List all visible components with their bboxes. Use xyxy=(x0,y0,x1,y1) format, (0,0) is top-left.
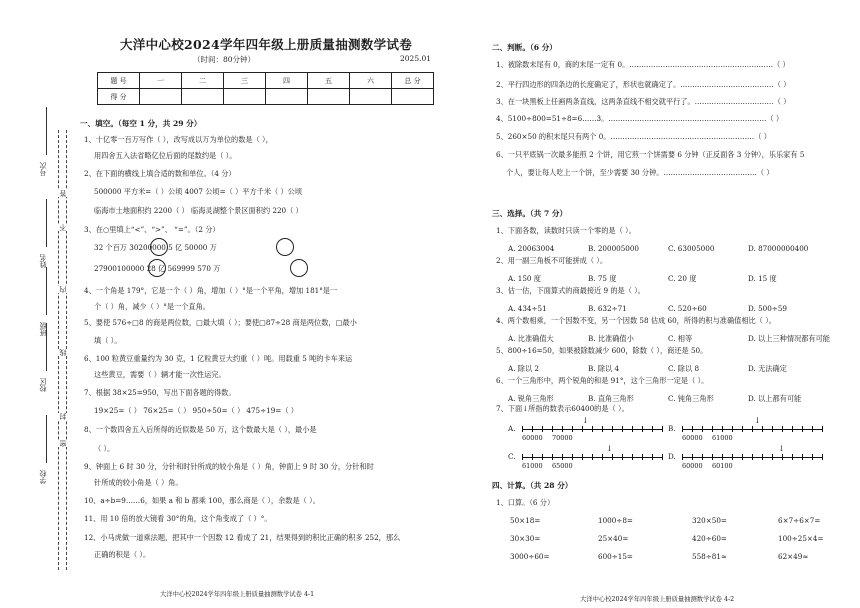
calc-item[interactable]: 1000÷8= xyxy=(598,516,633,525)
number-line-tick xyxy=(662,454,663,460)
score-row-label: 得 分 xyxy=(98,89,140,105)
score-input-cell[interactable] xyxy=(392,89,434,105)
choice-option[interactable]: D. 以上三种情况都有可能 xyxy=(748,334,830,343)
number-line-tick xyxy=(622,454,623,460)
fill-in-line: 4、一个角是 179°，它是一个（ ）角，增加（ ）°是一个平角，增加 181°是一 xyxy=(84,286,338,295)
number-line-tick xyxy=(702,426,703,432)
judge-item: 2、平行四边形的四条边的长度确定了，形状也就确定了。…………………………………（ ） xyxy=(496,80,791,89)
number-line-tick xyxy=(642,454,643,460)
number-line-tick xyxy=(722,426,723,432)
choice-option[interactable]: C. 63005000 xyxy=(668,244,715,253)
number-line-tick xyxy=(682,454,683,460)
choice-question: 3、估一估，下面算式的商最接近 9 的是（ ）。 xyxy=(496,286,645,295)
number-line-tick xyxy=(802,426,803,432)
fill-in-line: 填（ ）。 xyxy=(94,336,122,345)
page-title: 大洋中心校2024学年四年级上册质量抽测数学试卷 xyxy=(120,37,412,52)
number-line-tick xyxy=(542,426,543,432)
number-line-tick xyxy=(792,454,793,460)
calc-item[interactable]: 600÷15= xyxy=(598,552,633,561)
fill-in-line: （ ）。 xyxy=(94,444,115,453)
score-input-cell[interactable] xyxy=(266,89,308,105)
choice-option[interactable]: D. 500÷59 xyxy=(748,304,787,313)
left-footer: 大洋中心校2024学年四年级上册质量抽测数学试卷 4-1 xyxy=(160,591,315,598)
side-write-line[interactable] xyxy=(46,415,47,463)
fill-in-line: 11、用 10 倍的放大镜看 30°的角，这个角变成了（ ）°。 xyxy=(84,514,272,523)
number-line-tick xyxy=(562,454,563,460)
choice-option[interactable]: A. 除以 2 xyxy=(508,364,539,373)
side-label: 号次 xyxy=(39,162,47,176)
number-line-tick xyxy=(752,454,753,460)
number-line-tick xyxy=(732,426,733,432)
choice-option[interactable]: D. 以上都有可能 xyxy=(748,394,802,403)
choice-option[interactable]: B. 632÷71 xyxy=(588,304,627,313)
number-line-tick xyxy=(712,454,713,460)
number-line-tick xyxy=(742,454,743,460)
fill-in-line: 1、十亿零一百万写作（ ），改写成以万为单位的数是（ ）， xyxy=(84,135,273,144)
choice-option[interactable]: A. 150 度 xyxy=(508,274,541,283)
ruler-label[interactable]: A. xyxy=(508,424,516,433)
side-label: 班级 xyxy=(39,322,47,336)
fill-in-line: 个（ ）角，减少（ ）°是一个直角。 xyxy=(94,302,210,311)
ruler-label[interactable]: C. xyxy=(508,452,516,461)
calc-item[interactable]: 558÷81≈ xyxy=(692,552,727,561)
number-line-tick xyxy=(812,426,813,432)
number-line-tick xyxy=(712,426,713,432)
number-line xyxy=(682,416,822,434)
calc-item[interactable]: 100÷25×4= xyxy=(778,534,824,543)
right-footer: 大洋中心校2024学年四年级上册质量抽测数学试卷 4-2 xyxy=(580,596,735,603)
choice-question: 1、下面各数，读数时只读一个零的是（ ）。 xyxy=(496,226,636,235)
number-line-tick xyxy=(572,426,573,432)
choice-option[interactable]: D. 15 度 xyxy=(748,274,777,283)
q7-text: 7、下面↓所指的数表示60400的是（ ）。 xyxy=(496,404,629,413)
compare-circle[interactable] xyxy=(276,238,294,256)
score-input-cell[interactable] xyxy=(308,89,350,105)
exam-date: 2025.01 xyxy=(400,54,432,63)
number-line-label: 65000 xyxy=(552,462,573,470)
choice-option[interactable]: B. 75 度 xyxy=(588,274,617,283)
score-input-cell[interactable] xyxy=(224,89,266,105)
down-arrow-icon: ↓ xyxy=(754,416,761,425)
number-line-tick xyxy=(822,426,823,432)
judge-item: 3、在一块黑板上任画两条直线，这两条直线不相交就平行了。……………………………（ ） xyxy=(496,97,791,106)
choice-question: 6、一个三角形中，两个锐角的和是 91°，这个三角形一定是（ ）。 xyxy=(496,376,709,385)
fill-in-line: 3、在○里填上“<”、“>”、 “=”。（2 分） xyxy=(84,225,220,234)
number-line-tick xyxy=(622,426,623,432)
number-line-tick xyxy=(692,426,693,432)
fill-in-line: 8、一个数四舍五入后所得的近似数是 50 万，这个数最大是（ ），最小是 xyxy=(84,425,317,434)
side-label: 学校 xyxy=(39,470,47,484)
fill-in-line: 500000 平方米=（ ）公顷 4007 公顷=（ ）平方千米（ ）公顷 xyxy=(94,187,303,196)
number-line-tick xyxy=(612,426,613,432)
number-line-label: 61000 xyxy=(712,434,733,442)
binding-mark: 封 xyxy=(59,413,67,420)
score-input-cell[interactable] xyxy=(140,89,182,105)
number-line-tick xyxy=(812,454,813,460)
fill-in-line: 6、100 粒黄豆重量约为 30 克，1 亿粒黄豆大约重（ ）吨。用载重 5 吨的卡车来运 xyxy=(84,354,353,363)
number-line-tick xyxy=(652,426,653,432)
number-line-tick xyxy=(592,426,593,432)
side-write-line[interactable] xyxy=(46,267,47,315)
side-write-line[interactable] xyxy=(46,323,47,371)
judge-item: 5、260×50 的积末尾只有两个 0。……………………………………………………（ ） xyxy=(496,132,771,141)
score-header-cell: 二 xyxy=(182,73,224,89)
ruler-label[interactable]: D. xyxy=(668,452,676,461)
fill-in-line: 12、小马虎做一道乘法题，把其中一个因数 12 看成了 21，结果得到的积比正确的积多 252，那么 xyxy=(84,533,401,542)
choice-option[interactable]: D. 87000000400 xyxy=(748,244,809,253)
judge-item: 1、被除数末尾有 0，商的末尾一定有 0。……………………………………………………（ ） xyxy=(496,60,790,69)
score-header-cell: 题 号 xyxy=(98,73,140,89)
score-header-cell: 三 xyxy=(224,73,266,89)
calc-item[interactable]: 320×50= xyxy=(692,516,727,525)
choice-option[interactable]: A. 434÷51 xyxy=(508,304,547,313)
score-table xyxy=(97,72,434,105)
number-line-tick xyxy=(632,426,633,432)
fill-in-line: 19×25=（ ） 76×25=（ ） 950÷50=（ ） 475÷19=（ ） xyxy=(94,406,298,415)
score-input-cell[interactable] xyxy=(350,89,392,105)
section-4-heading: 四、计算。（共 28 分） xyxy=(492,481,573,490)
number-line-tick xyxy=(572,454,573,460)
fill-in-line: 用四舍五入法省略亿位后面的尾数约是（ ）。 xyxy=(94,151,237,160)
choice-option[interactable]: B. 除以 4 xyxy=(588,364,620,373)
choice-option[interactable]: A. 20063004 xyxy=(508,244,555,253)
fill-in-line: 10、a÷b=9……6，如果 a 和 b 都乘 100，那么商是（ ），余数是（ ）。 xyxy=(84,496,320,505)
number-line-tick xyxy=(592,454,593,460)
number-line xyxy=(522,444,662,462)
number-line-tick xyxy=(522,454,523,460)
number-line-tick xyxy=(792,426,793,432)
calc-item[interactable]: 3000÷60= xyxy=(510,552,550,561)
choice-option[interactable]: B. 200005000 xyxy=(588,244,640,253)
number-line-tick xyxy=(532,454,533,460)
number-line-tick xyxy=(582,454,583,460)
calc-item[interactable]: 30×30= xyxy=(510,534,541,543)
side-label: 姓名 xyxy=(39,254,47,268)
fill-in-line: 27900100000 28 亿 569999 570 万 xyxy=(94,264,221,273)
judge-item: 个人，要让每人吃上一个饼，至少需要 30 分钟。…………………………………（ ） xyxy=(506,168,774,177)
number-line-tick xyxy=(642,426,643,432)
side-write-line[interactable] xyxy=(46,199,47,247)
choice-question: 5、800÷16=50，如果被除数减少 600，除数（ ），商还是 50。 xyxy=(496,346,708,355)
number-line-tick xyxy=(612,454,613,460)
number-line-label: 60000 xyxy=(682,462,703,470)
number-line-tick xyxy=(552,454,553,460)
choice-option[interactable]: B. 直角三角形 xyxy=(588,394,634,403)
fill-in-line: 针所成的较小角是（ ）角。 xyxy=(94,478,183,487)
choice-option[interactable]: A. 锐角三角形 xyxy=(508,394,554,403)
down-arrow-icon: ↓ xyxy=(582,416,589,425)
number-line-tick xyxy=(802,454,803,460)
binding-mark: 线 xyxy=(59,349,67,356)
number-line-tick xyxy=(552,426,553,432)
number-line-tick xyxy=(692,454,693,460)
number-line-tick xyxy=(682,426,683,432)
side-label: 校区 xyxy=(39,378,47,392)
number-line-tick xyxy=(822,454,823,460)
compare-circle[interactable] xyxy=(290,259,308,277)
number-line xyxy=(682,444,822,462)
judge-item: 4、5100÷800=51÷8=6……3。…………………………………………………………（ ） xyxy=(496,114,784,123)
fill-in-line: 32 个百万 30200000 5 亿 50000 万 xyxy=(94,243,217,252)
fill-in-line: 临海市土地面积约 2200（ ） 临海灵湖整个景区面积约 220（ ） xyxy=(94,206,303,215)
score-header-cell: 五 xyxy=(308,73,350,89)
binding-mark: 内 xyxy=(59,286,67,293)
number-line-tick xyxy=(602,454,603,460)
number-line-tick xyxy=(752,426,753,432)
section-2-heading: 二、判断。（6 分） xyxy=(492,43,557,52)
choice-option[interactable]: D. 无法确定 xyxy=(748,364,787,373)
number-line-tick xyxy=(702,454,703,460)
ruler-label[interactable]: B. xyxy=(668,424,676,433)
fill-in-line: 7、根据 38×25=950，写出下面各题的得数。 xyxy=(84,388,236,397)
fill-in-line: 正确的积是（ ）。 xyxy=(94,550,151,559)
number-line-label: 61000 xyxy=(522,462,543,470)
side-write-line[interactable] xyxy=(46,107,47,155)
exam-time: （时间：80分钟） xyxy=(193,55,256,64)
compare-circle[interactable] xyxy=(148,259,166,277)
choice-option[interactable]: B. 比准确值小 xyxy=(588,334,634,343)
number-line-label: 60000 xyxy=(522,434,543,442)
fill-in-line: 这些黄豆，需要（ ）辆才能一次性运完。 xyxy=(94,370,226,379)
calc-item[interactable]: 25×40= xyxy=(598,534,629,543)
number-line-label: 60100 xyxy=(712,462,733,470)
number-line-tick xyxy=(782,454,783,460)
section-3-heading: 三、选择。（共 7 分） xyxy=(492,209,568,218)
fill-in-line: 9、钟面上 6 时 30 分，分针和时针所成的较小角是（ ）角，钟面上 9 时 30 分，分针和时 xyxy=(84,462,374,471)
judge-item: 6、一只平底锅一次最多能煎 2 个饼，用它煎一个饼需要 6 分钟（正反面各 3 分钟），乐乐家有 5 xyxy=(496,150,805,159)
number-line-tick xyxy=(582,426,583,432)
choice-option[interactable]: A. 比准确值大 xyxy=(508,334,554,343)
choice-question: 2、用一副三角板不可能拼成（ ）。 xyxy=(496,256,608,265)
choice-option[interactable]: C. 钝角三角形 xyxy=(668,394,714,403)
number-line-tick xyxy=(602,426,603,432)
calc-item[interactable]: 420÷60= xyxy=(692,534,727,543)
number-line xyxy=(522,416,662,434)
fill-in-line: 5、要使 576÷□8 的商是两位数，□最大填（ ）；要使□87÷28 商是两位数，□最小 xyxy=(84,318,357,327)
score-header-cell: 一 xyxy=(140,73,182,89)
choice-option[interactable]: C. 相等 xyxy=(668,334,693,343)
calc-title: 1、口算。（6 分） xyxy=(496,498,555,507)
section-1-heading: 一、填空。（每空 1 分，共 29 分） xyxy=(80,119,202,128)
score-header-cell: 总 分 xyxy=(392,73,434,89)
number-line-tick xyxy=(532,426,533,432)
number-line-tick xyxy=(772,454,773,460)
score-header-cell: 六 xyxy=(350,73,392,89)
number-line-tick xyxy=(732,454,733,460)
choice-option[interactable]: C. 除以 8 xyxy=(668,364,700,373)
number-line-tick xyxy=(522,426,523,432)
down-arrow-icon: ↓ xyxy=(606,444,613,453)
number-line-tick xyxy=(722,454,723,460)
binding-mark: 密 xyxy=(59,440,67,447)
binding-mark: 答 xyxy=(59,190,67,197)
down-arrow-icon: ↓ xyxy=(778,444,785,453)
score-header-cell: 四 xyxy=(266,73,308,89)
number-line-tick xyxy=(772,426,773,432)
number-line-tick xyxy=(662,426,663,432)
calc-item[interactable]: 6×7÷6×7= xyxy=(778,516,821,525)
number-line-label: 70000 xyxy=(552,434,573,442)
number-line-tick xyxy=(762,454,763,460)
number-line-label: 60000 xyxy=(682,434,703,442)
choice-question: 4、两个数相乘，一个因数不变，另一个因数 58 估成 60，所得的积与准确值相比（ ）。 xyxy=(496,316,776,325)
number-line-tick xyxy=(652,454,653,460)
choice-option[interactable]: C. 520÷60 xyxy=(668,304,707,313)
score-input-cell[interactable] xyxy=(182,89,224,105)
choice-option[interactable]: C. 20 度 xyxy=(668,274,697,283)
compare-circle[interactable] xyxy=(150,238,168,256)
number-line-tick xyxy=(632,454,633,460)
number-line-tick xyxy=(762,426,763,432)
number-line-tick xyxy=(542,454,543,460)
number-line-tick xyxy=(742,426,743,432)
fill-in-line: 2、在下面的横线上填合适的数和单位。（4 分） xyxy=(84,169,236,178)
calc-item[interactable]: 62×49≈ xyxy=(778,552,809,561)
calc-item[interactable]: 50×18= xyxy=(510,516,541,525)
number-line-tick xyxy=(562,426,563,432)
binding-mark: 不 xyxy=(59,224,67,231)
number-line-tick xyxy=(782,426,783,432)
